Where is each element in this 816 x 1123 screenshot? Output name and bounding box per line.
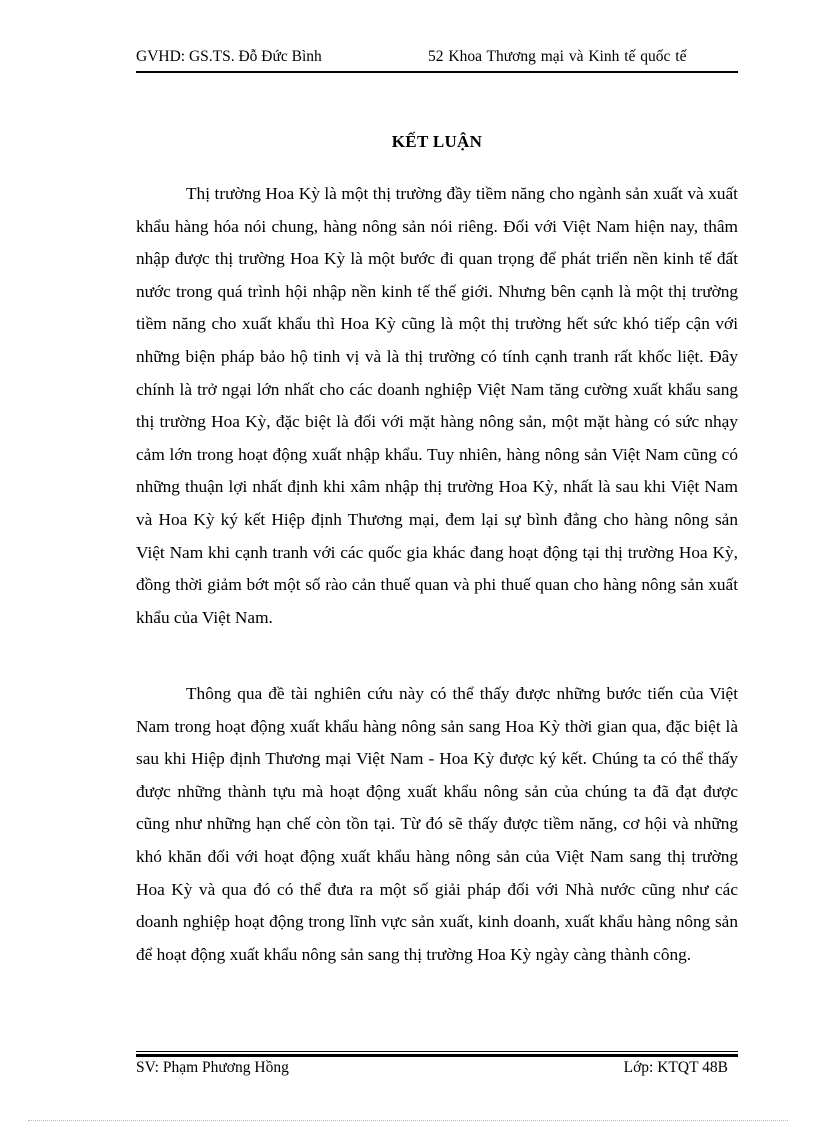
header-rule xyxy=(136,71,738,73)
page-bottom-divider xyxy=(28,1120,788,1121)
footer-rule-thin xyxy=(136,1051,738,1052)
paragraph-1: Thị trường Hoa Kỳ là một thị trường đầy tiềm năng cho ngành sản xuất và xuất khẩu hàng hóa nói chung, hàng nông sản nói riêng. Đối với Việt Nam hiện nay, thâm nhập được thị trường Hoa Kỳ là một bước đi quan trọng để phát triển nền kinh tế đất nước trong quá trình hội nhập nền kinh tế thế giới. Nhưng bên cạnh là một thị trường tiềm năng cho xuất khẩu thì Hoa Kỳ cũng là một thị trường hết sức khó tiếp cận với những biện pháp bảo hộ tinh vị và là thị trường có tính cạnh tranh rất khốc liệt. Đây chính là trở ngại lớn nhất cho các doanh nghiệp Việt Nam tăng cường xuất khẩu sang thị trường Hoa Kỳ, đặc biệt là đối với mặt hàng nông sản, một mặt hàng có sức nhạy cảm lớn trong hoạt động xuất nhập khẩu. Tuy nhiên, hàng nông sản Việt Nam cũng có những thuận lợi nhất định khi xâm nhập thị trường Hoa Kỳ, nhất là sau khi Việt Nam và Hoa Kỳ ký kết Hiệp định Thương mại, đem lại sự bình đẳng cho hàng nông sản Việt Nam khi cạnh tranh với các quốc gia khác đang hoạt động tại thị trường Hoa Kỳ, đồng thời giảm bớt một số rào cản thuế quan và phi thuế quan cho hàng nông sản xuất khẩu của Việt Nam. xyxy=(136,184,738,627)
header-advisor: GVHD: GS.TS. Đỗ Đức Bình xyxy=(136,48,322,65)
page-title: KẾT LUẬN xyxy=(391,132,483,151)
footer-rule-thick xyxy=(136,1054,738,1057)
footer-student: SV: Phạm Phương Hồng xyxy=(136,1059,289,1076)
header-page-faculty: 52 Khoa Thương mại và Kinh tế quốc tế xyxy=(428,48,687,65)
paragraph-2: Thông qua đề tài nghiên cứu này có thể thấy được những bước tiến của Việt Nam trong hoạt động xuất khẩu hàng nông sản sang Hoa Kỳ thời gian qua, đặc biệt là sau khi Hiệp định Thương mại Việt Nam - Hoa Kỳ được ký kết. Chúng ta có thể thấy được những thành tựu mà hoạt động xuất khẩu nông sản của chúng ta đã đạt được cũng như những hạn chế còn tồn tại. Từ đó sẽ thấy được tiềm năng, cơ hội và những khó khăn đối với hoạt động xuất khẩu hàng nông sản của Việt Nam sang thị trường Hoa Kỳ và qua đó có thể đưa ra một số giải pháp đối với Nhà nước cũng như các doanh nghiệp hoạt động trong lĩnh vực sản xuất, kinh doanh, xuất khẩu hàng nông sản để hoạt động xuất khẩu nông sản sang thị trường Hoa Kỳ ngày càng thành công. xyxy=(136,684,738,964)
footer-class: Lớp: KTQT 48B xyxy=(623,1059,728,1076)
page-header xyxy=(136,46,738,70)
